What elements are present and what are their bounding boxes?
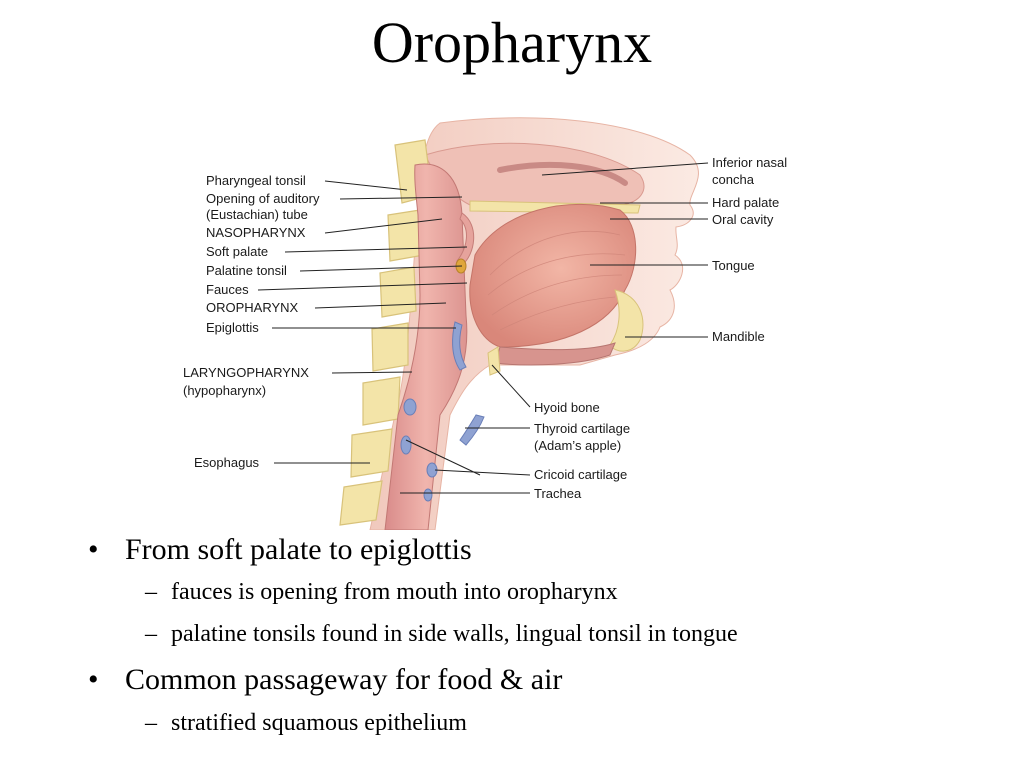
label-pharyngeal-tonsil: Pharyngeal tonsil: [206, 173, 306, 188]
label-trachea: Trachea: [534, 486, 582, 501]
label-mandible: Mandible: [712, 329, 765, 344]
slide-title: Oropharynx: [371, 10, 653, 75]
sagittal-head-neck-illustration: [170, 115, 830, 530]
bullet-text: Common passageway for food & air: [125, 663, 563, 696]
label-inferior-nasal-2: concha: [712, 172, 754, 187]
label-soft-palate: Soft palate: [206, 244, 269, 259]
label-opening-auditory-1: Opening of auditory: [206, 191, 320, 206]
bullet-marker: •: [88, 533, 99, 566]
label-inferior-nasal-1: Inferior nasal: [712, 155, 788, 170]
label-hyoid-bone: Hyoid bone: [534, 400, 600, 415]
label-fauces: Fauces: [206, 282, 249, 297]
label-cricoid-cartilage: Cricoid cartilage: [534, 467, 628, 482]
anatomy-figure: [170, 115, 830, 530]
label-oral-cavity: Oral cavity: [712, 212, 774, 227]
label-laryngopharynx-2: (hypopharynx): [183, 383, 267, 398]
label-tongue: Tongue: [712, 258, 755, 273]
label-laryngopharynx-1: LARYNGOPHARYNX: [183, 365, 309, 380]
sub-bullet-marker: –: [145, 621, 157, 647]
sub-bullet-marker: –: [145, 579, 157, 605]
sub-bullet-text: fauces is opening from mouth into oropharynx: [171, 579, 618, 605]
label-esophagus: Esophagus: [194, 455, 260, 470]
bullet-text: From soft palate to epiglottis: [125, 533, 472, 566]
label-oropharynx: OROPHARYNX: [206, 300, 299, 315]
label-nasopharynx: NASOPHARYNX: [206, 225, 306, 240]
sub-bullet-text: stratified squamous epithelium: [171, 710, 467, 736]
sub-bullet-marker: –: [145, 710, 157, 736]
label-thyroid-cartilage-1: Thyroid cartilage: [534, 421, 631, 436]
label-thyroid-cartilage-2: (Adam’s apple): [534, 438, 622, 453]
label-palatine-tonsil: Palatine tonsil: [206, 263, 287, 278]
bullet-marker: •: [88, 663, 99, 696]
label-opening-auditory-2: (Eustachian) tube: [206, 207, 308, 222]
label-hard-palate: Hard palate: [712, 195, 780, 210]
sub-bullet-text: palatine tonsils found in side walls, lingual tonsil in tongue: [171, 621, 738, 647]
thyroid-cartilage: [460, 415, 484, 445]
label-epiglottis: Epiglottis: [206, 320, 259, 335]
